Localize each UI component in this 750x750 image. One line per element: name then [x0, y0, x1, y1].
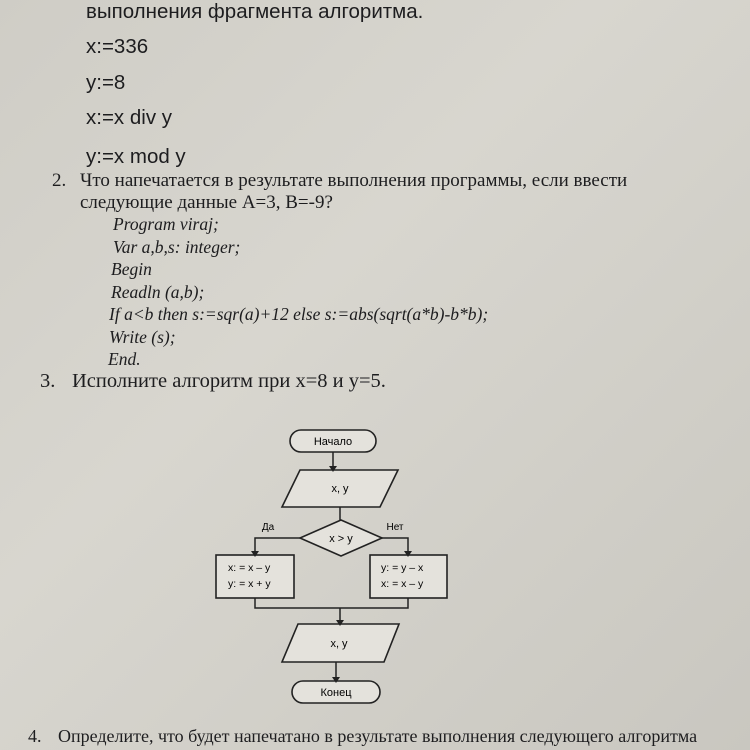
code-line-5: If a<b then s:=sqr(a)+12 else s:=abs(sqrt(a*b)-b*b);	[109, 304, 489, 324]
code-line-1: Program viraj;	[113, 214, 219, 234]
algorithm-line-2: y:=8	[86, 71, 126, 94]
task3-text: Исполните алгоритм при x=8 и y=5.	[72, 370, 386, 392]
yes-label: Да	[261, 522, 275, 533]
output-label: x, y	[330, 638, 348, 650]
task2-text-line2: следующие данные A=3, B=-9?	[80, 192, 333, 213]
code-line-7: End.	[108, 349, 141, 369]
condition-label: x > y	[329, 533, 353, 545]
code-line-6: Write (s);	[109, 327, 176, 347]
input-label: x, y	[331, 483, 349, 495]
algorithm-line-4: y:=x mod y	[86, 145, 186, 168]
start-label: Начало	[313, 436, 353, 448]
task2-text-line1: Что напечатается в результате выполнения программы, если ввести	[80, 170, 628, 191]
task2-number: 2.	[52, 170, 67, 191]
yes-branch-line	[255, 538, 300, 555]
no-block-line-2: x: = x – y	[381, 578, 424, 590]
fragment-heading: выполнения фрагмента алгоритма.	[86, 0, 424, 23]
code-line-3: Begin	[111, 259, 152, 279]
yes-block-line-2: y: = x + y	[228, 578, 271, 590]
end-label: Конец	[320, 687, 352, 699]
task3-number: 3.	[40, 370, 56, 392]
algorithm-line-3: x:=x div y	[86, 106, 173, 129]
code-line-4: Readln (a,b);	[111, 282, 205, 302]
task4-text: Определите, что будет напечатано в результате выполнения следующего алгоритма	[58, 726, 698, 746]
no-block-line-1: y: = y – x	[381, 562, 424, 574]
yes-block-line-1: x: = x – y	[228, 562, 271, 574]
algorithm-line-1: x:=336	[86, 35, 149, 58]
task4-number: 4.	[28, 726, 42, 746]
code-line-2: Var a,b,s: integer;	[113, 237, 241, 257]
no-label: Нет	[386, 522, 404, 533]
no-branch-line	[382, 538, 408, 555]
